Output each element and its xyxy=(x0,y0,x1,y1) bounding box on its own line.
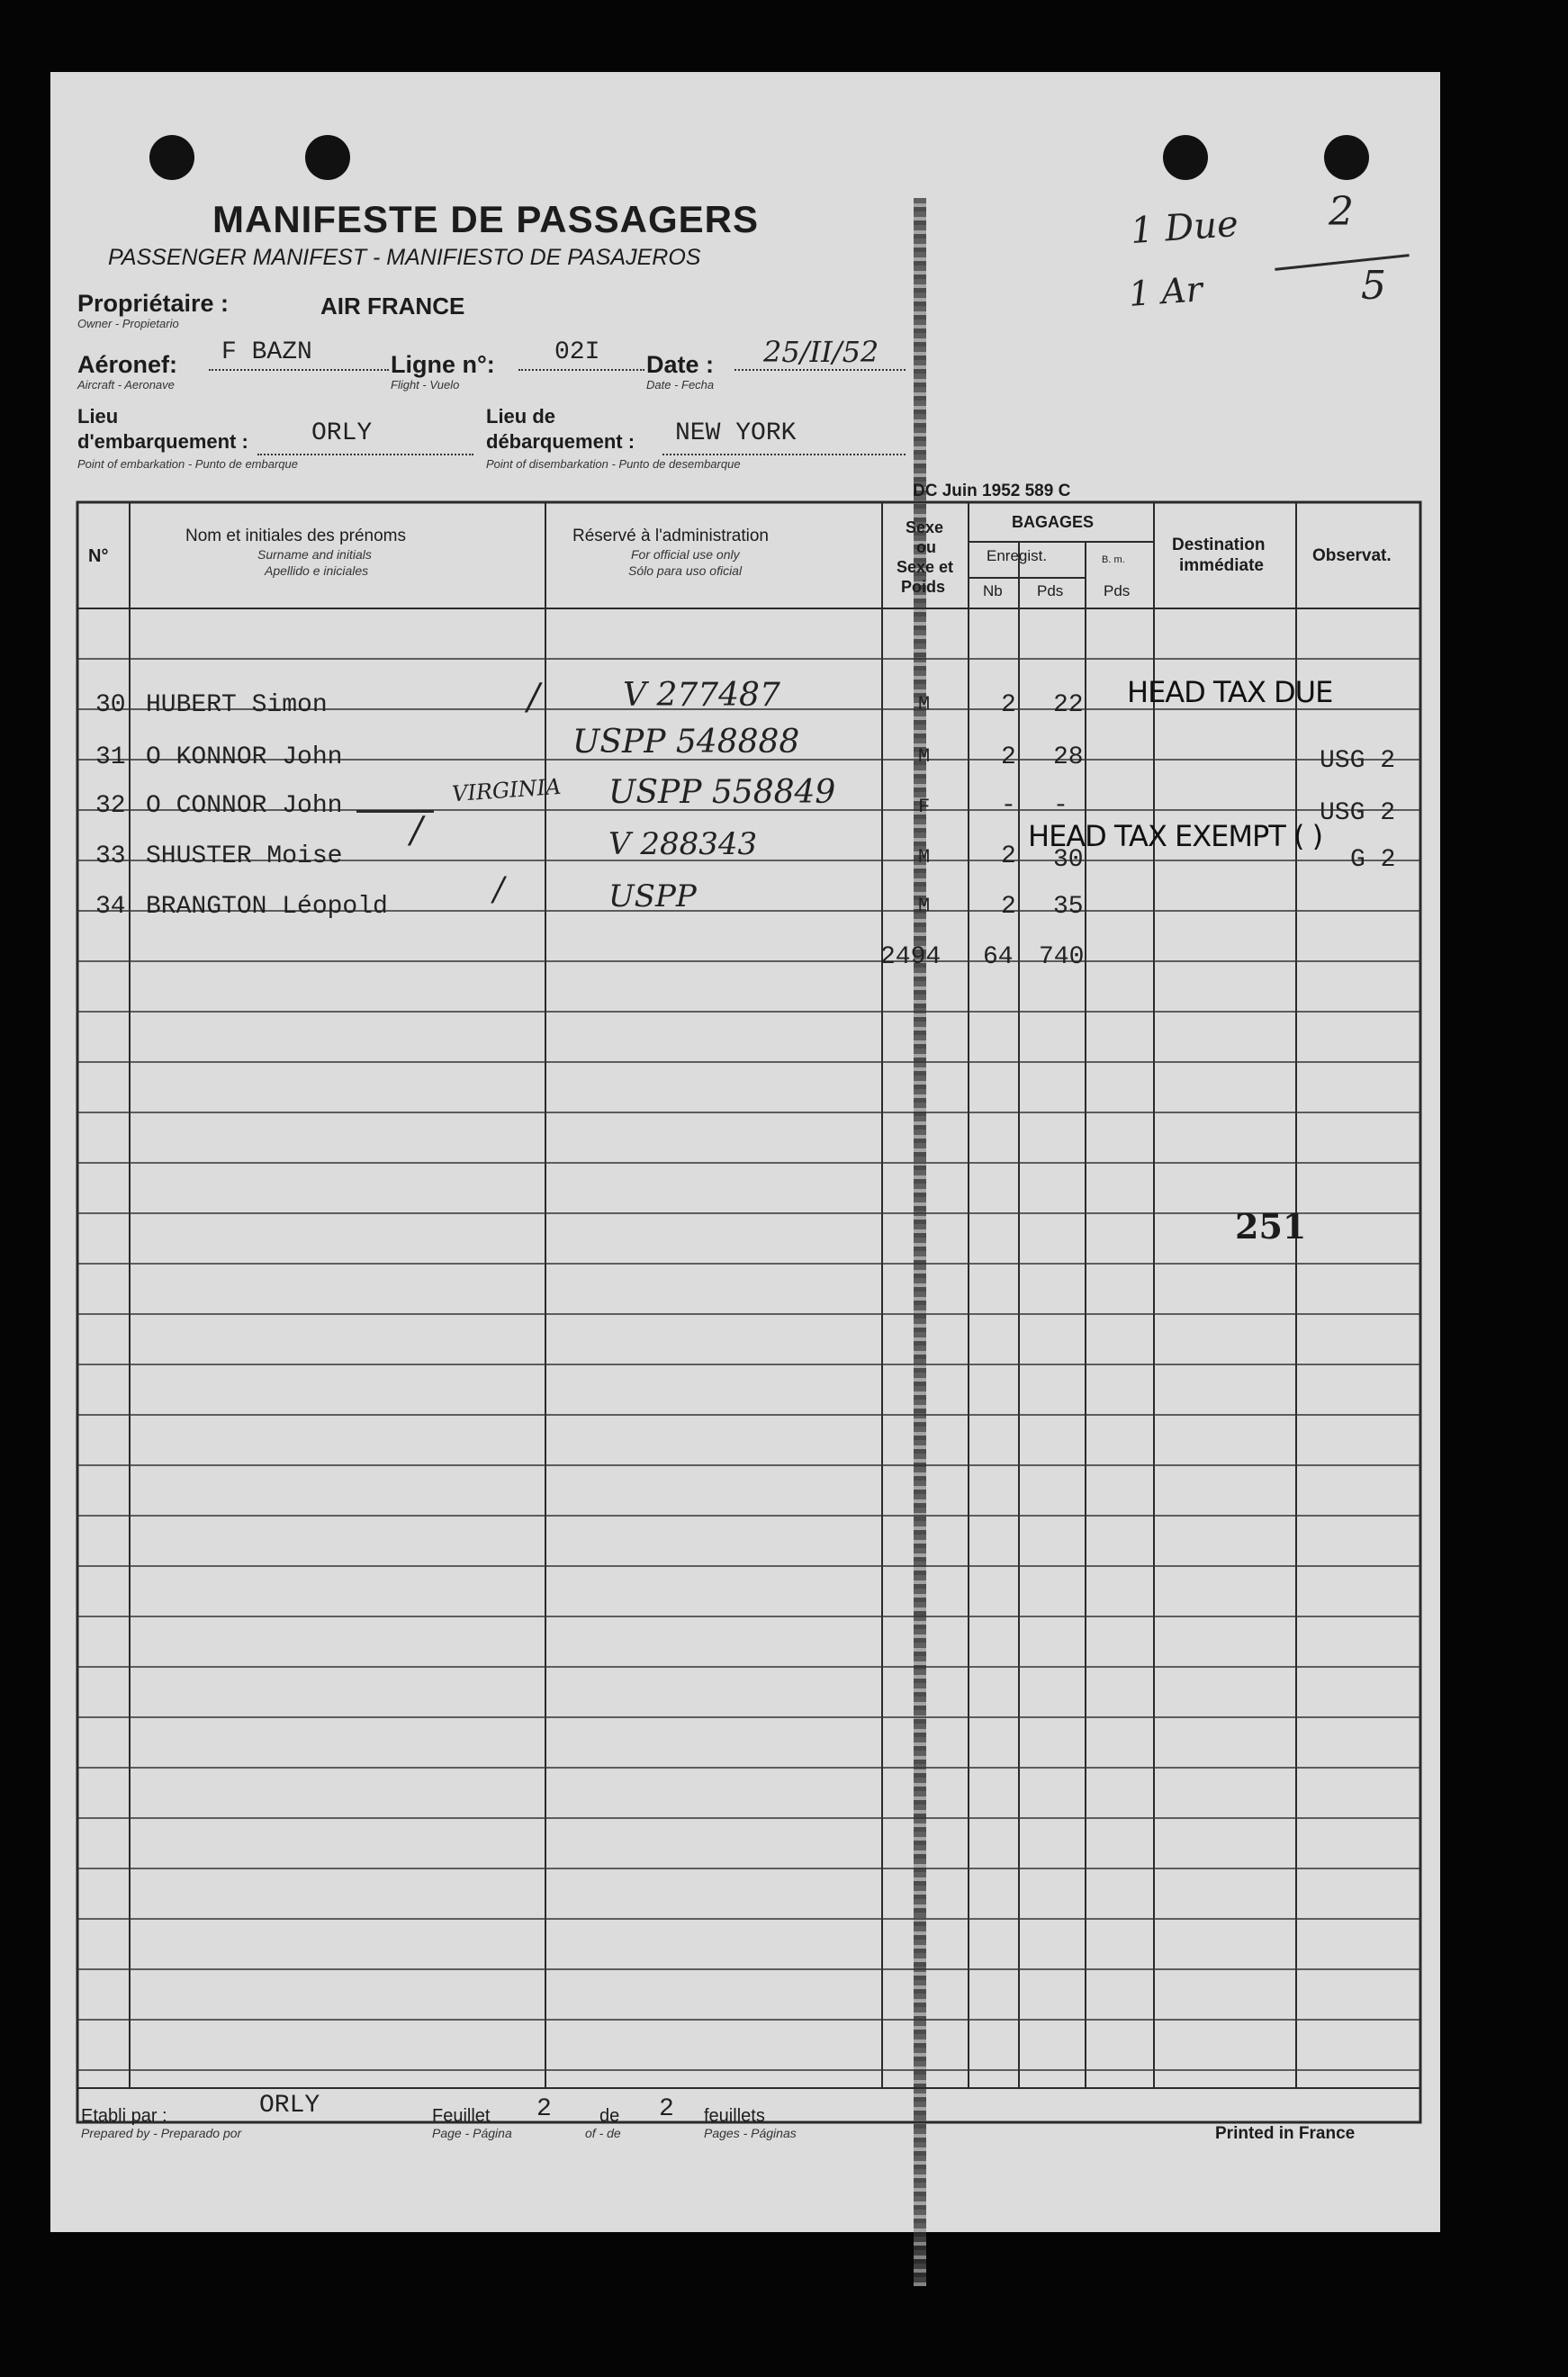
aircraft-label: Aéronef: xyxy=(77,351,178,378)
manifest-subtitle: PASSENGER MANIFEST - MANIFIESTO DE PASAJEROS xyxy=(108,245,701,270)
flight-value: 02I xyxy=(554,338,600,366)
row-30-sex: M xyxy=(918,693,931,716)
col-header-registered: Enregist. xyxy=(987,547,1048,564)
total-nb: 64 xyxy=(983,943,1014,971)
col-header-name-en: Surname and initials xyxy=(257,547,372,562)
row-33-pds: 30 xyxy=(1053,846,1084,874)
row-32-no: 32 xyxy=(95,792,126,820)
manifest-title: MANIFESTE DE PASSAGERS xyxy=(212,198,759,240)
date-sublabel: Date - Fecha xyxy=(646,378,715,392)
row-31-nb: 2 xyxy=(1001,743,1016,771)
footer-prepared-value: ORLY xyxy=(259,2092,320,2120)
row-34-no: 34 xyxy=(95,893,126,921)
aircraft-value: F BAZN xyxy=(221,338,312,366)
col-header-sex-1: Sexe xyxy=(906,518,944,536)
row-34-sex: M xyxy=(918,895,931,917)
row-33-obs: G 2 xyxy=(1350,846,1396,874)
embark-sublabel: Point of embarkation - Punto de embarque xyxy=(77,457,298,471)
row-34-admin: USPP xyxy=(608,878,697,914)
form-code: DC Juin 1952 589 C xyxy=(913,482,1071,500)
aircraft-sublabel: Aircraft - Aeronave xyxy=(77,378,175,392)
col-header-hand-pds: Pds xyxy=(1104,582,1131,599)
footer-of-label: de xyxy=(599,2106,620,2126)
margin-note-1: 1 Due xyxy=(1129,203,1240,253)
row-31-admin: USPP 548888 xyxy=(572,724,800,761)
margin-note-2: 1 Ar xyxy=(1127,269,1204,314)
total-pds: 740 xyxy=(1039,943,1085,971)
footer-sheet-sub: Page - Página xyxy=(432,2126,512,2140)
row-31-name: O KONNOR John xyxy=(146,743,343,771)
owner-sublabel: Owner - Propietario xyxy=(77,317,179,330)
row-32-correction: VIRGINIA xyxy=(451,773,563,807)
manifest-grid xyxy=(50,72,1440,2232)
row-33-nb: 2 xyxy=(1001,842,1016,870)
col-header-admin: Réservé à l'administration xyxy=(572,527,769,545)
col-header-pds: Pds xyxy=(1037,582,1064,599)
footer-of-value: 2 xyxy=(659,2095,674,2123)
margin-number-2: 5 xyxy=(1361,263,1386,309)
check-mark: / xyxy=(410,810,423,851)
footer-prepared-sub: Prepared by - Preparado por xyxy=(81,2126,242,2140)
row-31-obs: USG 2 xyxy=(1320,747,1396,775)
row-32-sex: F xyxy=(918,796,931,818)
col-header-nb: Nb xyxy=(983,582,1003,599)
disembark-label-2: débarquement : xyxy=(486,430,635,453)
embark-label-1: Lieu xyxy=(77,405,119,428)
col-header-observations: Observat. xyxy=(1312,546,1392,565)
col-header-destination: Destination xyxy=(1172,536,1266,554)
row-34-pds: 35 xyxy=(1053,893,1084,921)
row-33-sex: M xyxy=(918,846,931,869)
col-header-name-es: Apellido e iniciales xyxy=(265,563,369,578)
footer-of-sub: of - de xyxy=(585,2126,621,2140)
check-mark: / xyxy=(527,677,540,718)
manifest-sheet xyxy=(50,72,1440,2232)
check-mark: / xyxy=(493,871,505,908)
disembark-label-1: Lieu de xyxy=(486,405,556,428)
row-30-admin: V 277487 xyxy=(623,677,780,714)
col-header-destination-2: immédiate xyxy=(1179,556,1264,575)
row-32-name: O CONNOR John xyxy=(146,792,343,820)
row-31-pds: 28 xyxy=(1053,743,1084,771)
date-label: Date : xyxy=(646,351,715,378)
row-32-pds: - xyxy=(1053,792,1068,820)
footer-prepared-label: Etabli par : xyxy=(81,2106,167,2126)
disembark-value: NEW YORK xyxy=(675,419,797,447)
row-30-nb: 2 xyxy=(1001,691,1016,719)
row-31-no: 31 xyxy=(95,743,126,771)
row-31-sex: M xyxy=(918,745,931,768)
footer-sheet-label: Feuillet xyxy=(432,2106,491,2126)
col-header-hand: B. m. xyxy=(1102,554,1125,565)
row-32-admin: USPP 558849 xyxy=(608,774,836,811)
col-header-name: Nom et initiales des prénoms xyxy=(185,527,406,545)
row-32-obs: USG 2 xyxy=(1320,799,1396,827)
flight-label: Ligne n°: xyxy=(391,351,495,378)
footer-sheets-label: feuillets xyxy=(704,2106,765,2126)
head-tax-exempt-stamp: HEAD TAX EXEMPT ( ) xyxy=(1028,819,1323,853)
col-header-baggage: BAGAGES xyxy=(1012,513,1095,531)
row-34-nb: 2 xyxy=(1001,893,1016,921)
col-header-sex-2: ou xyxy=(916,538,936,556)
footer-printed-in-france: Printed in France xyxy=(1215,2124,1356,2143)
page-number-stamp: 251 xyxy=(1235,1206,1307,1247)
disembark-sublabel: Point of disembarkation - Punto de desembarque xyxy=(486,457,741,471)
embark-label-2: d'embarquement : xyxy=(77,430,248,453)
row-34-name: BRANGTON Léopold xyxy=(146,893,388,921)
head-tax-due-stamp: HEAD TAX DUE xyxy=(1127,675,1333,709)
embark-value: ORLY xyxy=(311,419,373,447)
owner-value: AIR FRANCE xyxy=(320,293,465,320)
col-header-sex-3: Sexe et xyxy=(897,558,954,576)
col-header-no: N° xyxy=(88,546,109,566)
date-value: 25/II/52 xyxy=(763,335,879,369)
col-header-admin-en: For official use only xyxy=(631,547,740,562)
row-33-admin: V 288343 xyxy=(608,826,758,862)
row-33-no: 33 xyxy=(95,842,126,870)
row-33-name: SHUSTER Moise xyxy=(146,842,343,870)
row-30-no: 30 xyxy=(95,691,126,719)
margin-number-1: 2 xyxy=(1329,189,1354,235)
col-header-admin-es: Sólo para uso oficial xyxy=(628,563,743,578)
row-32-nb: - xyxy=(1001,792,1016,820)
flight-sublabel: Flight - Vuelo xyxy=(391,378,460,392)
total-weight: 2494 xyxy=(880,943,942,971)
owner-label: Propriétaire : xyxy=(77,290,230,317)
row-30-pds: 22 xyxy=(1053,691,1084,719)
row-30-name: HUBERT Simon xyxy=(146,691,328,719)
footer-sheet-value: 2 xyxy=(536,2095,552,2123)
col-header-sex-4: Poids xyxy=(901,578,946,596)
footer-sheets-sub: Pages - Páginas xyxy=(704,2126,797,2140)
